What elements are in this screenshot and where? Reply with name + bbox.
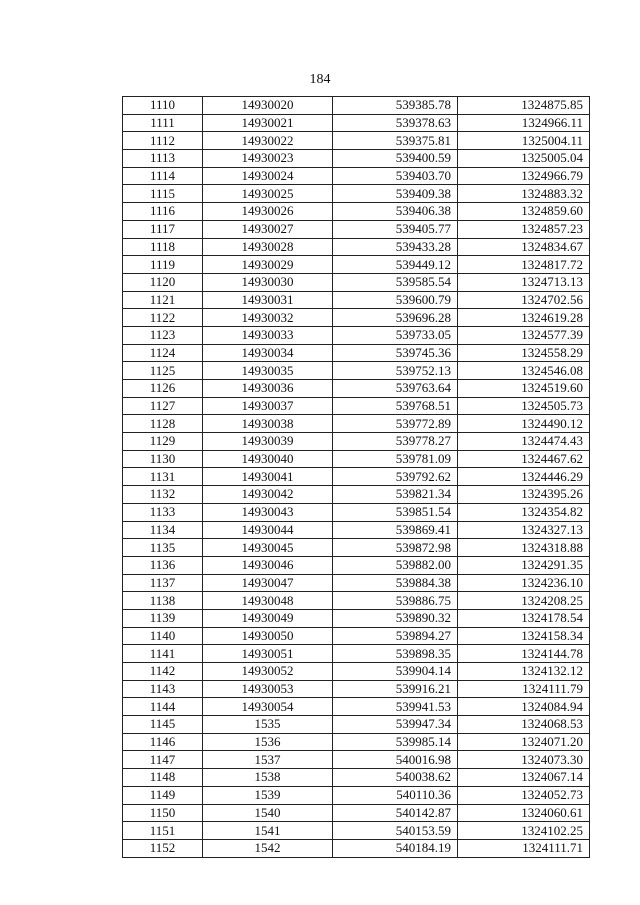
row-index-cell: 1118	[123, 238, 203, 256]
x-coordinate-cell: 539851.54	[333, 503, 458, 521]
x-coordinate-cell: 539405.77	[333, 220, 458, 238]
x-coordinate-cell: 539406.38	[333, 203, 458, 221]
table-row	[123, 592, 590, 610]
point-id-cell: 1536	[203, 733, 333, 751]
y-coordinate-cell: 1324068.53	[458, 716, 590, 734]
table-row	[123, 397, 590, 415]
x-coordinate-cell: 540153.59	[333, 822, 458, 840]
row-index-cell: 1113	[123, 150, 203, 168]
x-coordinate-cell: 540184.19	[333, 839, 458, 857]
y-coordinate-cell: 1324859.60	[458, 203, 590, 221]
table-row	[123, 503, 590, 521]
table-row	[123, 415, 590, 433]
x-coordinate-cell: 539403.70	[333, 167, 458, 185]
y-coordinate-cell: 1324236.10	[458, 574, 590, 592]
x-coordinate-cell: 539600.79	[333, 291, 458, 309]
x-coordinate-cell: 539449.12	[333, 256, 458, 274]
row-index-cell: 1120	[123, 273, 203, 291]
y-coordinate-cell: 1324490.12	[458, 415, 590, 433]
point-id-cell: 1541	[203, 822, 333, 840]
x-coordinate-cell: 539916.21	[333, 680, 458, 698]
coordinates-table-body	[123, 97, 590, 858]
point-id-cell: 14930032	[203, 309, 333, 327]
table-row	[123, 556, 590, 574]
table-row	[123, 574, 590, 592]
table-row	[123, 698, 590, 716]
row-index-cell: 1117	[123, 220, 203, 238]
y-coordinate-cell: 1324474.43	[458, 433, 590, 451]
x-coordinate-cell: 539745.36	[333, 344, 458, 362]
row-index-cell: 1112	[123, 132, 203, 150]
x-coordinate-cell: 539947.34	[333, 716, 458, 734]
y-coordinate-cell: 1324144.78	[458, 645, 590, 663]
row-index-cell: 1152	[123, 839, 203, 857]
table-row	[123, 433, 590, 451]
y-coordinate-cell: 1324052.73	[458, 786, 590, 804]
x-coordinate-cell: 539941.53	[333, 698, 458, 716]
table-row	[123, 150, 590, 168]
row-index-cell: 1115	[123, 185, 203, 203]
y-coordinate-cell: 1324060.61	[458, 804, 590, 822]
y-coordinate-cell: 1324519.60	[458, 380, 590, 398]
point-id-cell: 14930028	[203, 238, 333, 256]
row-index-cell: 1114	[123, 167, 203, 185]
point-id-cell: 14930024	[203, 167, 333, 185]
row-index-cell: 1119	[123, 256, 203, 274]
table-row	[123, 185, 590, 203]
y-coordinate-cell: 1324558.29	[458, 344, 590, 362]
x-coordinate-cell: 539821.34	[333, 486, 458, 504]
point-id-cell: 14930042	[203, 486, 333, 504]
page-number: 184	[309, 72, 331, 87]
row-index-cell: 1137	[123, 574, 203, 592]
row-index-cell: 1131	[123, 468, 203, 486]
x-coordinate-cell: 539585.54	[333, 273, 458, 291]
table-row	[123, 450, 590, 468]
point-id-cell: 14930030	[203, 273, 333, 291]
table-row	[123, 822, 590, 840]
point-id-cell: 1539	[203, 786, 333, 804]
table-row	[123, 203, 590, 221]
point-id-cell: 14930037	[203, 397, 333, 415]
row-index-cell: 1149	[123, 786, 203, 804]
y-coordinate-cell: 1324817.72	[458, 256, 590, 274]
table-row	[123, 716, 590, 734]
row-index-cell: 1110	[123, 97, 203, 115]
row-index-cell: 1111	[123, 114, 203, 132]
row-index-cell: 1126	[123, 380, 203, 398]
y-coordinate-cell: 1324446.29	[458, 468, 590, 486]
row-index-cell: 1124	[123, 344, 203, 362]
row-index-cell: 1147	[123, 751, 203, 769]
row-index-cell: 1139	[123, 609, 203, 627]
table-row	[123, 627, 590, 645]
point-id-cell: 14930044	[203, 521, 333, 539]
y-coordinate-cell: 1324702.56	[458, 291, 590, 309]
table-row	[123, 486, 590, 504]
x-coordinate-cell: 539409.38	[333, 185, 458, 203]
y-coordinate-cell: 1324966.11	[458, 114, 590, 132]
table-row	[123, 751, 590, 769]
y-coordinate-cell: 1324158.34	[458, 627, 590, 645]
table-row	[123, 663, 590, 681]
y-coordinate-cell: 1324546.08	[458, 362, 590, 380]
table-row	[123, 291, 590, 309]
table-row	[123, 238, 590, 256]
x-coordinate-cell: 539904.14	[333, 663, 458, 681]
point-id-cell: 14930022	[203, 132, 333, 150]
x-coordinate-cell: 539869.41	[333, 521, 458, 539]
y-coordinate-cell: 1324577.39	[458, 326, 590, 344]
y-coordinate-cell: 1324834.67	[458, 238, 590, 256]
table-row	[123, 220, 590, 238]
row-index-cell: 1150	[123, 804, 203, 822]
row-index-cell: 1145	[123, 716, 203, 734]
y-coordinate-cell: 1324067.14	[458, 769, 590, 787]
row-index-cell: 1138	[123, 592, 203, 610]
row-index-cell: 1136	[123, 556, 203, 574]
point-id-cell: 14930033	[203, 326, 333, 344]
x-coordinate-cell: 540142.87	[333, 804, 458, 822]
table-row	[123, 256, 590, 274]
table-row	[123, 167, 590, 185]
table-row	[123, 344, 590, 362]
row-index-cell: 1134	[123, 521, 203, 539]
y-coordinate-cell: 1325004.11	[458, 132, 590, 150]
point-id-cell: 14930035	[203, 362, 333, 380]
row-index-cell: 1141	[123, 645, 203, 663]
y-coordinate-cell: 1324875.85	[458, 97, 590, 115]
x-coordinate-cell: 539778.27	[333, 433, 458, 451]
x-coordinate-cell: 539763.64	[333, 380, 458, 398]
y-coordinate-cell: 1324467.62	[458, 450, 590, 468]
row-index-cell: 1132	[123, 486, 203, 504]
point-id-cell: 1537	[203, 751, 333, 769]
y-coordinate-cell: 1325005.04	[458, 150, 590, 168]
x-coordinate-cell: 539733.05	[333, 326, 458, 344]
coordinates-table	[122, 96, 590, 858]
y-coordinate-cell: 1324132.12	[458, 663, 590, 681]
point-id-cell: 14930053	[203, 680, 333, 698]
table-row	[123, 804, 590, 822]
point-id-cell: 1535	[203, 716, 333, 734]
table-row	[123, 114, 590, 132]
table-row	[123, 539, 590, 557]
table-row	[123, 680, 590, 698]
row-index-cell: 1146	[123, 733, 203, 751]
x-coordinate-cell: 539898.35	[333, 645, 458, 663]
table-row	[123, 97, 590, 115]
table-row	[123, 326, 590, 344]
point-id-cell: 14930047	[203, 574, 333, 592]
x-coordinate-cell: 539696.28	[333, 309, 458, 327]
x-coordinate-cell: 539400.59	[333, 150, 458, 168]
y-coordinate-cell: 1324395.26	[458, 486, 590, 504]
x-coordinate-cell: 539884.38	[333, 574, 458, 592]
point-id-cell: 14930041	[203, 468, 333, 486]
y-coordinate-cell: 1324084.94	[458, 698, 590, 716]
x-coordinate-cell: 540016.98	[333, 751, 458, 769]
table-row	[123, 733, 590, 751]
point-id-cell: 14930039	[203, 433, 333, 451]
point-id-cell: 1542	[203, 839, 333, 857]
row-index-cell: 1116	[123, 203, 203, 221]
point-id-cell: 14930052	[203, 663, 333, 681]
table-row	[123, 786, 590, 804]
point-id-cell: 14930050	[203, 627, 333, 645]
row-index-cell: 1129	[123, 433, 203, 451]
point-id-cell: 14930038	[203, 415, 333, 433]
point-id-cell: 14930031	[203, 291, 333, 309]
point-id-cell: 14930020	[203, 97, 333, 115]
point-id-cell: 14930054	[203, 698, 333, 716]
row-index-cell: 1144	[123, 698, 203, 716]
x-coordinate-cell: 539886.75	[333, 592, 458, 610]
point-id-cell: 14930043	[203, 503, 333, 521]
row-index-cell: 1122	[123, 309, 203, 327]
y-coordinate-cell: 1324111.79	[458, 680, 590, 698]
point-id-cell: 1540	[203, 804, 333, 822]
y-coordinate-cell: 1324327.13	[458, 521, 590, 539]
row-index-cell: 1130	[123, 450, 203, 468]
y-coordinate-cell: 1324178.54	[458, 609, 590, 627]
x-coordinate-cell: 539781.09	[333, 450, 458, 468]
y-coordinate-cell: 1324111.71	[458, 839, 590, 857]
row-index-cell: 1125	[123, 362, 203, 380]
point-id-cell: 14930045	[203, 539, 333, 557]
table-row	[123, 521, 590, 539]
table-row	[123, 645, 590, 663]
x-coordinate-cell: 539872.98	[333, 539, 458, 557]
point-id-cell: 14930021	[203, 114, 333, 132]
x-coordinate-cell: 539772.89	[333, 415, 458, 433]
table-row	[123, 839, 590, 857]
point-id-cell: 14930048	[203, 592, 333, 610]
y-coordinate-cell: 1324102.25	[458, 822, 590, 840]
x-coordinate-cell: 540038.62	[333, 769, 458, 787]
x-coordinate-cell: 539890.32	[333, 609, 458, 627]
x-coordinate-cell: 539752.13	[333, 362, 458, 380]
y-coordinate-cell: 1324071.20	[458, 733, 590, 751]
row-index-cell: 1140	[123, 627, 203, 645]
y-coordinate-cell: 1324073.30	[458, 751, 590, 769]
row-index-cell: 1123	[123, 326, 203, 344]
x-coordinate-cell: 539882.00	[333, 556, 458, 574]
table-row	[123, 273, 590, 291]
row-index-cell: 1143	[123, 680, 203, 698]
row-index-cell: 1148	[123, 769, 203, 787]
x-coordinate-cell: 539894.27	[333, 627, 458, 645]
y-coordinate-cell: 1324291.35	[458, 556, 590, 574]
row-index-cell: 1142	[123, 663, 203, 681]
table-row	[123, 769, 590, 787]
point-id-cell: 14930036	[203, 380, 333, 398]
y-coordinate-cell: 1324505.73	[458, 397, 590, 415]
table-row	[123, 309, 590, 327]
x-coordinate-cell: 539792.62	[333, 468, 458, 486]
row-index-cell: 1127	[123, 397, 203, 415]
table-row	[123, 380, 590, 398]
table-row	[123, 468, 590, 486]
x-coordinate-cell: 539378.63	[333, 114, 458, 132]
y-coordinate-cell: 1324857.23	[458, 220, 590, 238]
x-coordinate-cell: 539768.51	[333, 397, 458, 415]
point-id-cell: 14930023	[203, 150, 333, 168]
point-id-cell: 14930025	[203, 185, 333, 203]
table-row	[123, 362, 590, 380]
y-coordinate-cell: 1324619.28	[458, 309, 590, 327]
row-index-cell: 1151	[123, 822, 203, 840]
table-row	[123, 609, 590, 627]
row-index-cell: 1121	[123, 291, 203, 309]
x-coordinate-cell: 539385.78	[333, 97, 458, 115]
table-row	[123, 132, 590, 150]
point-id-cell: 14930040	[203, 450, 333, 468]
y-coordinate-cell: 1324883.32	[458, 185, 590, 203]
row-index-cell: 1135	[123, 539, 203, 557]
y-coordinate-cell: 1324354.82	[458, 503, 590, 521]
x-coordinate-cell: 539375.81	[333, 132, 458, 150]
y-coordinate-cell: 1324318.88	[458, 539, 590, 557]
point-id-cell: 14930046	[203, 556, 333, 574]
y-coordinate-cell: 1324208.25	[458, 592, 590, 610]
point-id-cell: 1538	[203, 769, 333, 787]
point-id-cell: 14930029	[203, 256, 333, 274]
y-coordinate-cell: 1324713.13	[458, 273, 590, 291]
x-coordinate-cell: 539985.14	[333, 733, 458, 751]
point-id-cell: 14930027	[203, 220, 333, 238]
point-id-cell: 14930034	[203, 344, 333, 362]
x-coordinate-cell: 540110.36	[333, 786, 458, 804]
y-coordinate-cell: 1324966.79	[458, 167, 590, 185]
x-coordinate-cell: 539433.28	[333, 238, 458, 256]
point-id-cell: 14930026	[203, 203, 333, 221]
row-index-cell: 1128	[123, 415, 203, 433]
row-index-cell: 1133	[123, 503, 203, 521]
point-id-cell: 14930051	[203, 645, 333, 663]
point-id-cell: 14930049	[203, 609, 333, 627]
